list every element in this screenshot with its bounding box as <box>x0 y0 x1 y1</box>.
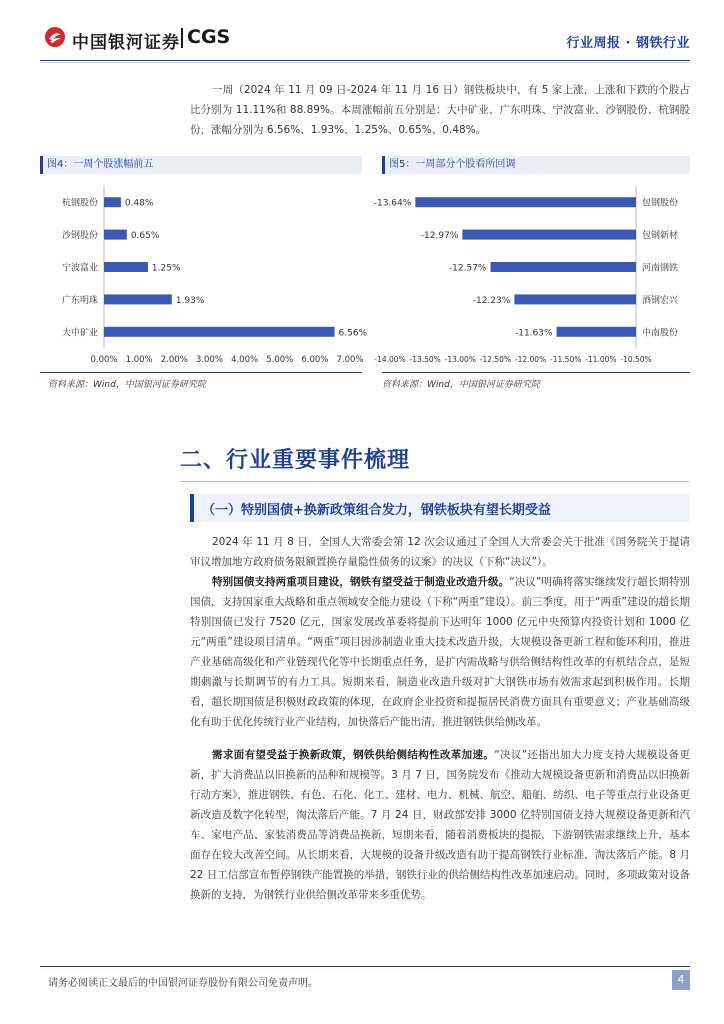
chart4-x-tick-label: 6.00% <box>301 355 329 365</box>
chart5-value-label: -12.97% <box>420 231 459 242</box>
chart4-category-label: 广东明珠 <box>61 295 98 306</box>
chart4-category-label: 大中矿业 <box>61 328 98 339</box>
chart4-value-label: 6.56% <box>338 328 368 339</box>
chart5-x-tick-label: -14.00% <box>374 355 406 364</box>
chart4-value-label: 0.65% <box>130 231 160 242</box>
paragraph-special-bonds <box>190 572 690 732</box>
chart5-value-label: -11.63% <box>514 328 553 339</box>
chart4-x-tick-label: 5.00% <box>266 355 294 365</box>
intro-paragraph: 一周（2024 年 11 月 09 日-2024 年 11 月 16 日）钢铁板块中，有 5 家上涨，上涨和下跌的个股占比分别为 11.11%和 88.89%。本周涨幅前五分别是：大中矿业、广东明珠、宁波富业、沙钢股份、杭钢股份，涨幅分别为 6.56%、1.93%、1.25%、0.65%、0.48%。 <box>190 84 690 136</box>
section-title: 二、行业重要事件梳理 <box>180 448 411 473</box>
paragraph-special-bonds-body: “决议”明确将落实继续发行超长期特别国债，支持国家重大战略和重点领域安全能力建设（下称“两重”建设）。前三季度，用于“两重”建设的超长期特别国债已发行 7520 亿元，国家发展改革委将提前下达明年 1000 亿元中央预算内投资计划和 1000 亿元“两重”建设项目清单。“两重”项目因涉制造业重大技术改造升级，大规模设备更新工程和能环利用，推进产业基础高级化和产业链现代化等中长期重点任务，是扩内需战略与供给侧结构性改革的有机结合点，是短期刺激与长期调节的有力工具。短期来看，制造业改造升级对扩大钢铁市场有效需求起到积极作用。长期看，超长期国债是积极财政政策的体现，在政府企业投资和提振居民消费方面具有重要意义；产业基础高级化有助于优化传统行业产业结构，加快落后产能出清，推进钢铁供给侧改革。 <box>190 576 690 728</box>
paragraph-renewal-body: “决议”还指出加大力度支持大规模设备更新，扩大消费品以旧换新的品种和规模等。3 月 7 日，国务院发布《推动大规模设备更新和消费品以旧换新行动方案》，推进钢铁、有色、石化、化工、建材、电力、机械、航空、船舶、纺织、电子等重点行业设备更新改造及数字化转型，淘汰落后产能。7 月 24 日，财政部安排 3000 亿特别国债支持大规模设备更新和汽车、家电产品、家装消费品等消费品换新，短期来看，随着消费板块的提振，下游钢铁需求继续上升，基本面存在较大改善空间。从长期来看，大规模的设备升级改造有助于提高钢铁行业标准，淘汰落后产能。8 月 22 日工信部宣布暂停钢铁产能置换的举措，钢铁行业的供给侧结构性改革加速启动。同时，多项政策对设备换新的支持，为钢铁行业供给侧改革带来多重优势。 <box>190 749 690 901</box>
header-divider <box>40 60 690 61</box>
chart4-category-label: 沙钢股份 <box>61 231 98 242</box>
figure4-source: 资料来源：Wind，中国银河证券研究院 <box>48 380 206 390</box>
page-number: 4 <box>672 970 690 990</box>
chart5-x-tick-label: -10.50% <box>620 355 652 364</box>
chart5-bar <box>415 197 636 207</box>
chart4-x-tick-label: 7.00% <box>336 355 364 365</box>
paragraph-renewal-policy <box>190 745 690 905</box>
chart4-category-label: 宁波富业 <box>61 263 98 274</box>
cgs-logo-icon <box>44 26 66 48</box>
chart4-bar <box>104 327 335 337</box>
chart5-category-label: 包钢股份 <box>642 198 679 209</box>
chart4-bar <box>104 197 121 207</box>
chart5-value-label: -13.64% <box>373 198 412 209</box>
chart5-bar <box>462 230 636 240</box>
brand-name-cn: 中国银河证券 <box>72 33 180 53</box>
figure5-rule <box>382 372 690 373</box>
chart5-x-tick-label: -11.00% <box>585 355 617 364</box>
chart4-x-tick-label: 2.00% <box>160 355 188 365</box>
chart5-x-tick-label: -12.00% <box>514 355 547 364</box>
chart5-category-label: 包钢新材 <box>642 231 679 242</box>
chart4-value-label: 1.93% <box>175 295 205 306</box>
chart4-bar <box>104 294 172 304</box>
brand-name-en: CGS <box>187 26 231 48</box>
figure4-chart <box>40 178 368 370</box>
chart4-value-label: 1.25% <box>151 263 181 274</box>
report-type: 行业周报 · 钢铁行业 <box>566 36 690 51</box>
figure5-source: 资料来源：Wind，中国银河证券研究院 <box>382 380 540 390</box>
chart5-bar <box>491 262 636 272</box>
chart4-bar <box>104 230 127 240</box>
chart5-x-tick-label: -12.50% <box>479 355 512 364</box>
figure4-caption: 图4：一周个股涨幅前五 <box>40 156 362 174</box>
brand-separator <box>181 28 183 48</box>
figure5-chart <box>373 178 690 370</box>
figure5-caption: 图5：一周部分个股看所回调 <box>382 156 690 174</box>
chart4-x-tick-label: 3.00% <box>195 355 223 365</box>
chart5-value-label: -12.23% <box>472 295 511 306</box>
chart5-category-label: 酒钢宏兴 <box>642 295 679 306</box>
figure4-rule <box>40 372 362 373</box>
paragraph-resolution: 2024 年 11 月 8 日，全国人大常委会第 12 次会议通过了全国人大常委会关于批准《国务院关于提请审议增加地方政府债务限额置换存量隐性债务的议案》的决议（下称“决议”）。 <box>190 536 690 568</box>
chart5-x-tick-label: -11.50% <box>550 355 582 364</box>
chart4-value-label: 0.48% <box>124 198 154 209</box>
chart4-bar <box>104 262 148 272</box>
footer-divider <box>40 966 690 967</box>
chart5-x-tick-label: -13.00% <box>444 355 476 364</box>
section-rule <box>180 481 690 482</box>
chart5-category-label: 中南股份 <box>642 328 679 339</box>
chart5-x-tick-label: -13.50% <box>409 355 441 364</box>
footer-disclaimer: 请务必阅读正文最后的中国银河证券股份有限公司免责声明。 <box>48 978 318 989</box>
chart4-category-label: 杭钢股份 <box>61 198 98 209</box>
paragraph-special-bonds-lead: 特别国债支持两重项目建设，钢铁有望受益于制造业改造升级。 <box>212 576 510 588</box>
chart4-x-tick-label: 0.00% <box>90 355 118 365</box>
header-divider-light <box>40 62 690 63</box>
paragraph-renewal-lead: 需求面有望受益于换新政策，钢铁供给侧结构性改革加速。 <box>212 749 495 761</box>
chart4-x-tick-label: 1.00% <box>125 355 153 365</box>
chart4-x-tick-label: 4.00% <box>231 355 259 365</box>
chart5-value-label: -12.57% <box>448 263 487 274</box>
subsection-title: （一）特别国债+换新政策组合发力，钢铁板块有望长期受益 <box>202 503 551 518</box>
chart5-bar <box>557 327 636 337</box>
chart5-bar <box>514 294 636 304</box>
chart5-category-label: 河南钢铁 <box>642 263 679 274</box>
